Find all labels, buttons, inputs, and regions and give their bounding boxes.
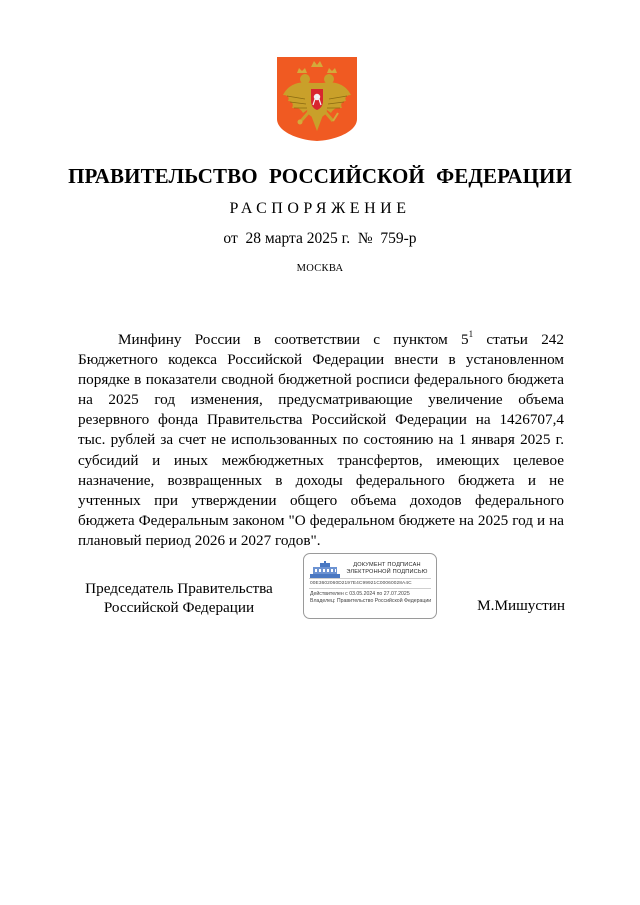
document-date-line: [0, 230, 640, 248]
government-title: ПРАВИТЕЛЬСТВО РОССИЙСКОЙ ФЕДЕРАЦИИ: [68, 164, 572, 188]
date-prefix: от: [223, 230, 238, 247]
position-line-1: Председатель Правительства: [85, 580, 273, 597]
document-number: 759-р: [380, 230, 417, 247]
decree-text-part2: статьи 242 Бюджетного кодекса Российской Федерации внести в установленном порядке в показатели сводной бюджетной росписи федерального бюджета на 2025 год изменения, предусматривающие увеличение объема резервного фонда Правительства Российской Федерации на 1426707,4 тыс. рублей за счет не использованных по состоянию на 1 января 2025 г. субсидий и иных межбюджетных трансфертов, имеющих целевое назначение, возвращенных в доходы федерального бюджета и не учтенных при утверждении общего объема доходов федерального бюджета Федеральным законом "О федеральном бюджете на 2025 год и на плановый период 2026 и 2027 годов".: [78, 331, 564, 549]
stamp-title: [342, 562, 432, 576]
decree-text-part1: Минфину России в соответствии с пунктом 5: [118, 331, 469, 348]
city-label: МОСКВА: [296, 263, 344, 274]
certificate-serial: 00E3602060D2197E4C99921C00060028A4C: [310, 581, 412, 586]
decree-superscript: 1: [468, 329, 474, 339]
position-line-2: Российской Федерации: [103, 599, 255, 616]
document-date: 28 марта 2025 г.: [245, 230, 351, 247]
certificate-validity: Действителен с 03.05.2024 по 27.07.2025: [310, 591, 410, 597]
stamp-divider: [309, 588, 431, 589]
certificate-owner: Владелец: Правительство Российской Федерации: [310, 598, 432, 604]
electronic-signature-stamp: [303, 553, 437, 619]
stamp-divider: [309, 578, 431, 579]
stamp-title-line-2: ЭЛЕКТРОННОЙ ПОДПИСЬЮ: [346, 569, 428, 575]
number-sign: №: [357, 230, 373, 247]
signatory-position: [79, 579, 279, 617]
document-type: РАСПОРЯЖЕНИЕ: [229, 200, 411, 217]
coat-of-arms-icon: [275, 55, 359, 142]
signatory-name: М.Мишустин: [477, 597, 565, 614]
decree-paragraph: [78, 330, 564, 551]
decree-body: [78, 330, 564, 551]
stamp-title-line-1: ДОКУМЕНТ ПОДПИСАН: [353, 562, 421, 568]
